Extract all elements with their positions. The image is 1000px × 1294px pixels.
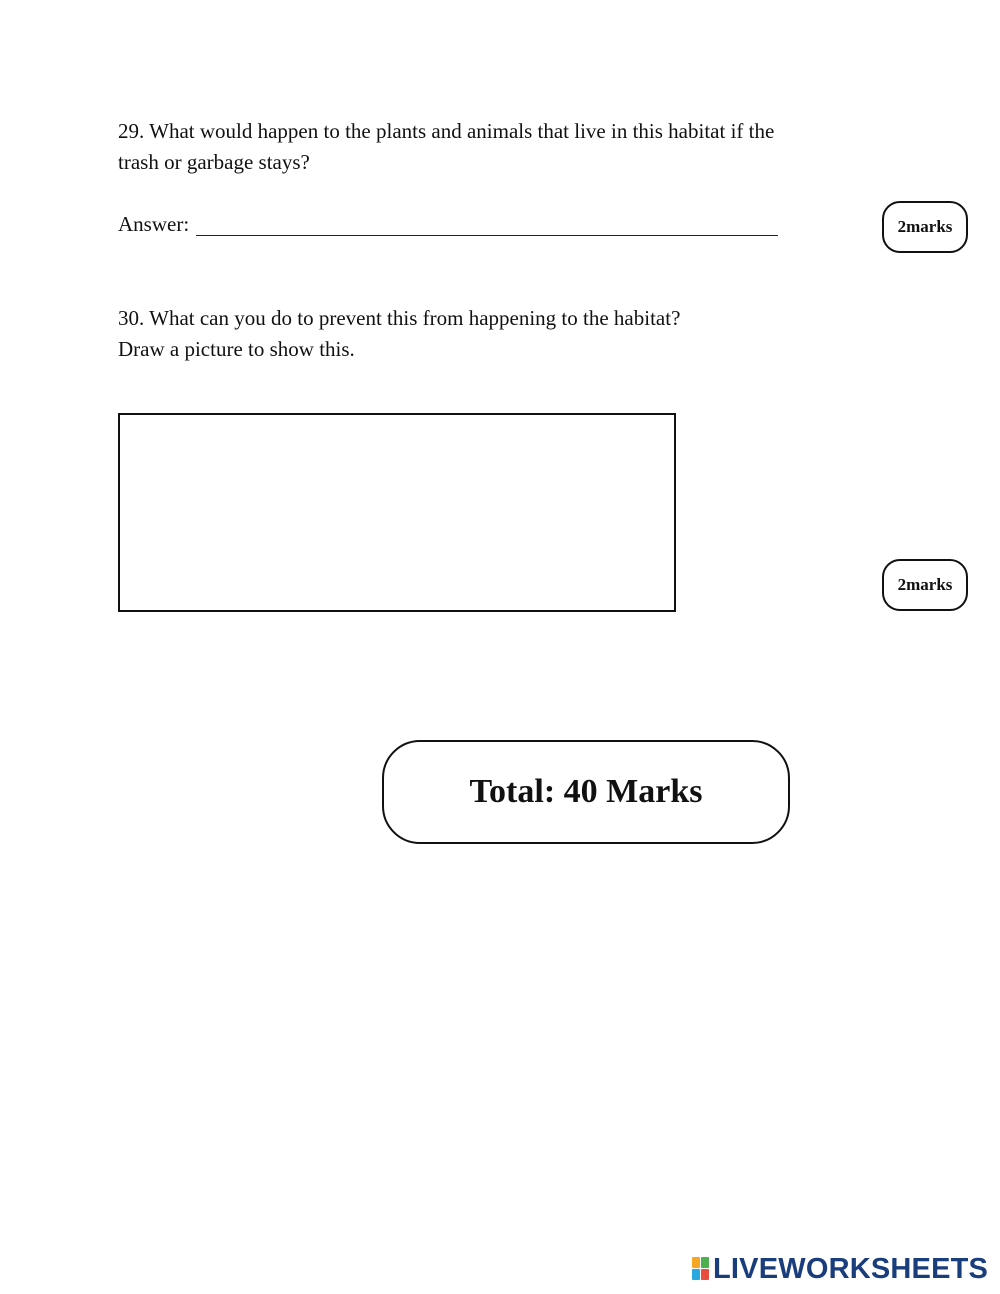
question-30-text-line2: Draw a picture to show this.	[118, 337, 355, 361]
question-30-marks-badge: 2marks	[882, 559, 968, 611]
answer-input-line[interactable]	[196, 235, 778, 236]
liveworksheets-brand	[692, 1254, 988, 1284]
liveworksheets-logo-icon	[692, 1257, 710, 1281]
question-30-text-line1: 30. What can you do to prevent this from happening to the habitat?	[118, 306, 681, 330]
answer-label: Answer:	[118, 212, 190, 236]
logo-square-3	[692, 1269, 700, 1280]
drawing-area[interactable]	[118, 413, 676, 612]
logo-square-4	[701, 1269, 709, 1280]
logo-square-1	[692, 1257, 700, 1268]
brand-name: LIVEWORKSHEETS	[713, 1253, 989, 1285]
question-29-text-line2: trash or garbage stays?	[118, 150, 310, 174]
question-29-text-line1: 29. What would happen to the plants and animals that live in this habitat if the	[118, 119, 775, 143]
total-marks-box: Total: 40 Marks	[382, 740, 790, 844]
question-29-marks-badge: 2marks	[882, 201, 968, 253]
logo-square-2	[701, 1257, 709, 1268]
